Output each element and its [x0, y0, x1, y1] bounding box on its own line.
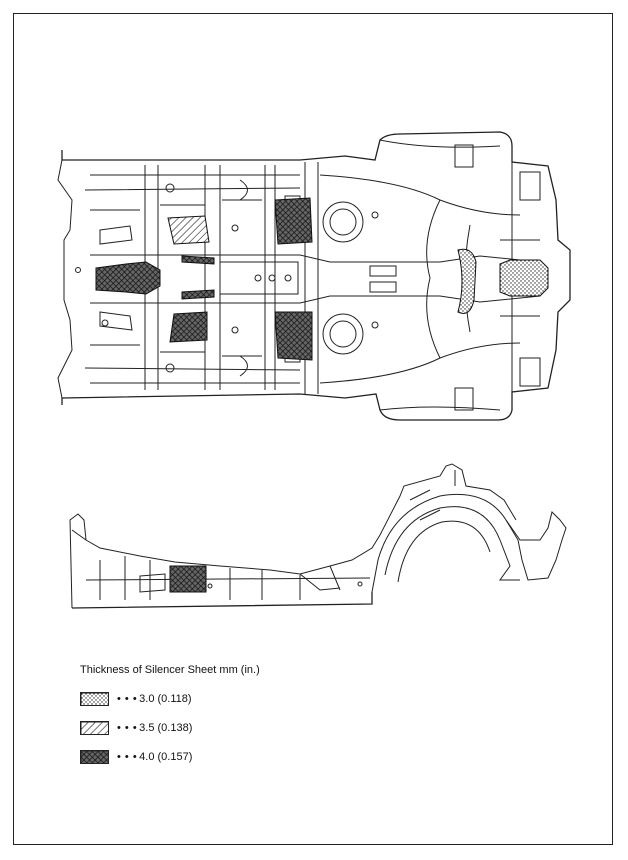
sheet-crosshatched-center-lower — [275, 312, 312, 360]
legend-leader: • • • — [117, 693, 138, 705]
legend-item-dotted — [80, 690, 260, 708]
dotted-pattern-swatch — [80, 692, 109, 706]
legend-leader: • • • — [117, 751, 138, 763]
legend-item-crosshatched — [80, 748, 260, 766]
legend-leader: • • • — [117, 722, 138, 734]
legend-title: Thickness of Silencer Sheet mm (in.) — [80, 664, 260, 676]
sheet-crosshatched-tunnel-strip-lower — [182, 290, 214, 299]
sheet-dotted-rear-arc — [458, 249, 476, 313]
sheet-crosshatched-side-view — [170, 566, 206, 592]
sheet-crosshatched-center-upper — [275, 198, 312, 244]
sheet-hatched-front-left-upper — [168, 216, 209, 244]
legend-label: 3.0 (0.118) — [139, 693, 192, 705]
legend-label: 4.0 (0.157) — [139, 751, 193, 763]
legend-item-hatched — [80, 719, 260, 737]
side-view-body — [70, 464, 566, 608]
crosshatched-pattern-swatch — [80, 750, 109, 764]
hatched-pattern-swatch — [80, 721, 109, 735]
sheet-crosshatched-front-left-lower — [170, 312, 207, 342]
sheet-crosshatched-front-tunnel — [96, 262, 160, 294]
sheet-dotted-rear-center — [500, 260, 548, 296]
legend-label: 3.5 (0.138) — [139, 722, 193, 734]
legend — [80, 664, 260, 777]
sheet-crosshatched-tunnel-strip-upper — [182, 256, 214, 264]
top-view-silencer-sheets — [96, 198, 548, 360]
